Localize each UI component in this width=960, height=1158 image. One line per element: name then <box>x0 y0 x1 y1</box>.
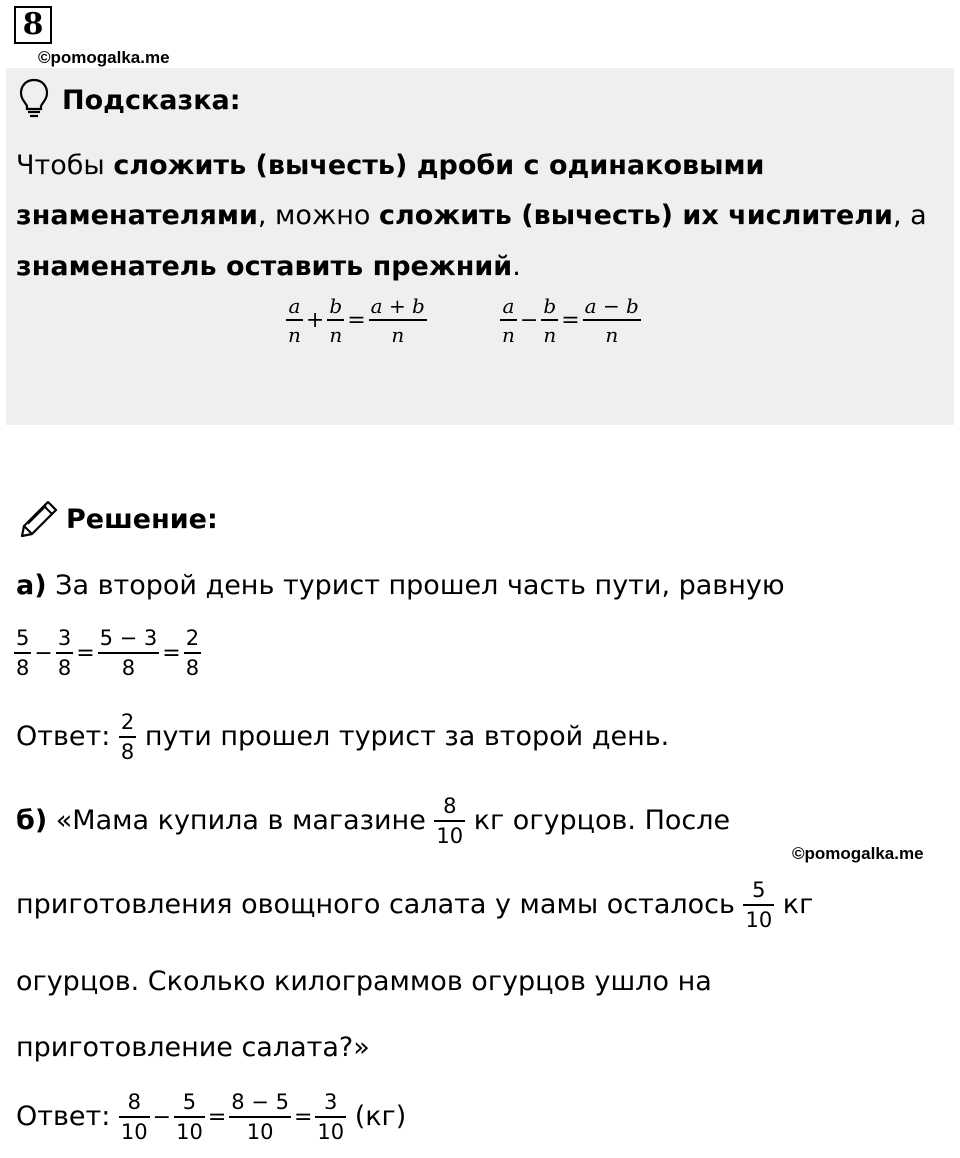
part-b-answer: Ответ: $\frac{8}{10}$ − $\frac{5}{10}$ = $\frac{8 - 5}{10}$ = $\frac{3}{10}$ (кг) <box>16 1090 407 1144</box>
lightbulb-icon <box>18 78 50 122</box>
fraction: $\frac{2}{8}$ <box>120 710 135 764</box>
hint-line-2: знаменателями, можно сложить (вычесть) их числители, а <box>16 200 927 231</box>
fraction: $\frac{a - b}{n}$ <box>584 294 639 347</box>
fraction: $\frac{2}{8}$ <box>185 626 200 680</box>
part-b-line-3: огурцов. Сколько килограммов огурцов ушло на <box>16 966 712 997</box>
fraction: $\frac{5}{10}$ <box>176 1090 203 1144</box>
fraction: $\frac{5 - 3}{8}$ <box>99 626 158 680</box>
part-a-answer: Ответ: $\frac{2}{8}$ пути прошел турист за второй день. <box>16 710 670 764</box>
part-a-text: а) За второй день турист прошел часть пути, равную <box>16 570 785 601</box>
fraction: $\frac{3}{10}$ <box>317 1090 345 1144</box>
part-b-line-2: приготовления овощного салата у мамы осталось $\frac{5}{10}$ кг <box>16 878 814 932</box>
fraction: $\frac{8}{10}$ <box>436 794 464 848</box>
formula-addition: $\frac{a}{n}$ + $\frac{b}{n}$ = $\frac{a + b}{n}$ <box>288 294 425 347</box>
task-number: 8 <box>14 6 52 44</box>
fraction: $\frac{a + b}{n}$ <box>370 294 425 347</box>
fraction: $\frac{5}{10}$ <box>745 878 773 932</box>
formula-subtraction: $\frac{a}{n}$ − $\frac{b}{n}$ = $\frac{a - b}{n}$ <box>502 294 639 347</box>
fraction: $\frac{a}{n}$ <box>288 294 301 347</box>
hint-line-1: Чтобы сложить (вычесть) дроби с одинаковыми <box>16 150 765 181</box>
watermark-2: ©pomogalka.me <box>792 844 924 863</box>
part-a-calculation: $\frac{5}{8}$ − $\frac{3}{8}$ = $\frac{5 - 3}{8}$ = $\frac{2}{8}$ <box>16 626 200 680</box>
fraction: $\frac{3}{8}$ <box>57 626 72 680</box>
watermark: ©pomogalka.me <box>38 48 170 67</box>
hint-title: Подсказка: <box>62 85 241 116</box>
solution-title: Решение: <box>66 504 218 535</box>
fraction: $\frac{b}{n}$ <box>329 294 343 347</box>
fraction: $\frac{8 - 5}{10}$ <box>231 1090 289 1144</box>
part-b-line-4: приготовление салата?» <box>16 1032 370 1063</box>
pencil-icon <box>18 498 60 544</box>
fraction: $\frac{5}{8}$ <box>16 626 30 680</box>
fraction: $\frac{8}{10}$ <box>120 1090 148 1144</box>
fraction: $\frac{a}{n}$ <box>502 294 515 347</box>
fraction: $\frac{b}{n}$ <box>543 294 557 347</box>
part-b-line-1: б) «Мама купила в магазине $\frac{8}{10}$ кг огурцов. После <box>16 794 731 848</box>
hint-line-3: знаменатель оставить прежний. <box>16 251 521 282</box>
hint-box <box>6 68 954 425</box>
